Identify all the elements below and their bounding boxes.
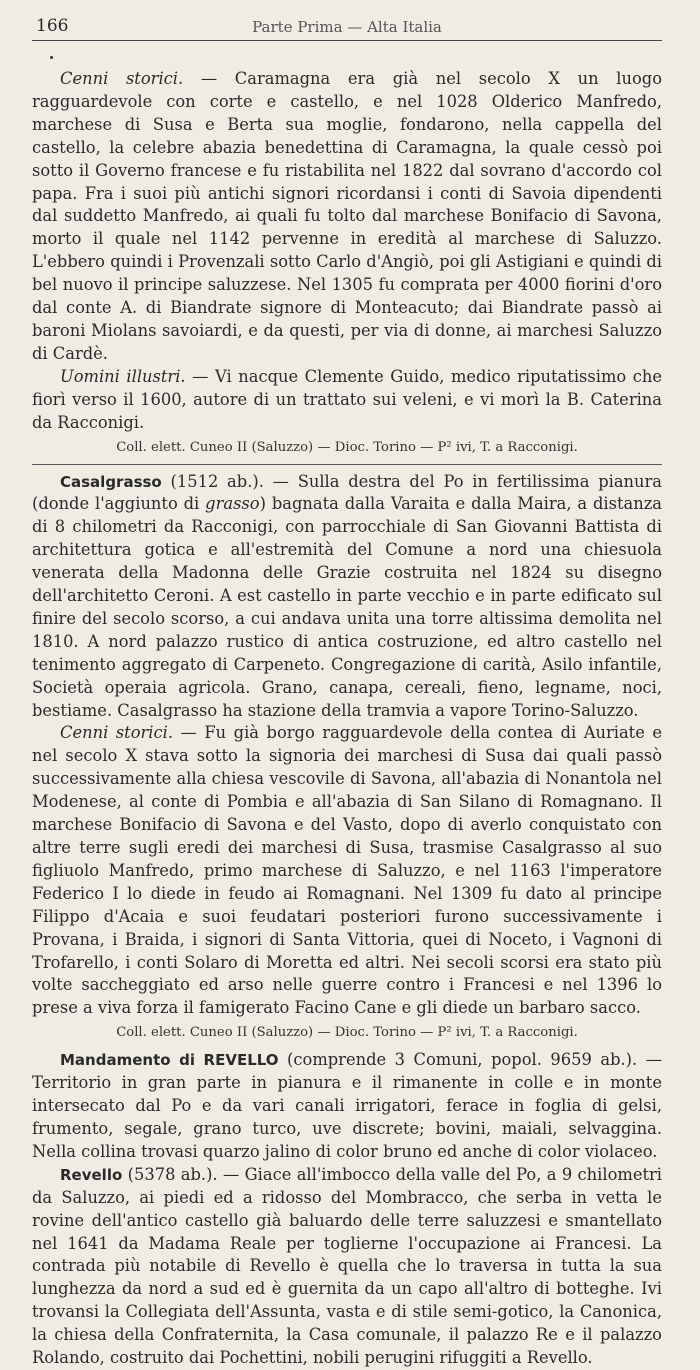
caramagna-uomini-illustri: Uomini illustri. — Vi nacque Clemente Guido, medico riputatissimo che fiorì verso il 1600, autore di un trattato sui veleni, e vi morì la B. Caterina da Racconigi. xyxy=(32,366,662,432)
section-divider xyxy=(32,464,662,465)
casalgrasso-coll-note: Coll. elett. Cuneo II (Saluzzo) — Dioc. Torino — P² ivi, T. a Racconigi. xyxy=(116,1025,578,1041)
main-text xyxy=(32,68,662,1370)
page-number: 166 xyxy=(36,16,69,36)
casalgrasso-cenni-storici: Cenni storici. — Fu già borgo ragguardevole della contea di Auriate e nel secolo X stava sotto la signoria dei marchesi di Susa dai quali passò successivamente alla chiesa vescovile di Savona, all'abazia di Nonantola nel Modenese, al conte di Pombia e all'abazia di San Silano di Romagnano. Il marchese Bonifacio di Savona e del Vasto, dopo di averlo conquistato con altre terre sugli eredi dei marchesi di Susa, trasmise Casalgrasso al suo figliuolo Manfredo, primo marchese di Saluzzo, e nel 1163 l'imperatore Federico I lo diede in feudo ai Romagnani. Nel 1309 fu dato al principe Filippo d'Acaia e suoi feudatari posteriori furono successivamente i Provana, i Braida, i signori di Santa Vittoria, quei di Noceto, i Vagnoni di Trofarello, i conti Solaro di Moretta ed altri. Nei secoli scorsi era stato più volte saccheggiato ed arso nelle guerre contro i Francesi e nel 1396 lo prese a viva forza il famigerato Facino Cane e gli diede un barbaro sacco. xyxy=(32,723,662,1018)
running-title: Parte Prima — Alta Italia xyxy=(252,18,442,36)
page-header xyxy=(32,10,662,41)
mandamento-revello-entry: Mandamento di REVELLO (comprende 3 Comuni, popol. 9659 ab.). — Territorio in gran parte in pianura e il rimanente in colle e in monte intersecato dal Po e da vari canali irrigatori, ferace in foglia di gelsi, frumento, segale, grano turco, uve discrete; bovini, maiali, selvaggina. Nella collina trovasi quarzo jalino di color bruno ed anche di color violaceo. xyxy=(32,1050,662,1161)
casalgrasso-entry: Casalgrasso (1512 ab.). — Sulla destra del Po in fertilissima pianura (donde l'aggiunto di grasso) bagnata dalla Varaita e dalla Maira, a distanza di 8 chilometri da Racconigi, con parrocchiale di San Giovanni Battista di architettura gotica e all'estremità del Comune a nord una chiesuola venerata della Madonna delle Grazie costruita nel 1824 su disegno dell'architetto Ceroni. A est castello in parte vecchio e in parte edificato sul finire del secolo scorso, a cui andava unita una torre altissima demolita nel 1810. A nord palazzo rustico di antica costruzione, ed altro castello nel tenimento aggregato di Carpeneto. Congregazione di carità, Asilo infantile, Società operaia agricola. Grano, canapa, cereali, fieno, legname, noci, bestiame. Casalgrasso ha stazione della tramvia a vapore Torino-Saluzzo. xyxy=(32,471,662,720)
printer-mark-dot xyxy=(50,56,53,59)
caramagna-cenni-storici: Cenni storici. — Caramagna era già nel secolo X un luogo ragguardevole con corte e castello, e nel 1028 Olderico Manfredo, marchese di Susa e Berta sua moglie, fondarono, nella cappella del castello, la celebre abazia benedettina di Caramagna, la quale cessò poi sotto il Governo francese e fu ristabilita nel 1822 dal sovrano d'accordo col papa. Fra i suoi più antichi signori ricordansi i conti di Savoia dipendenti dal suddetto Manfredo, ai quali fu tolto dal marchese Bonifacio di Savona, morto il quale nel 1142 pervenne in eredità al marchese di Saluzzo. L'ebbero quindi i Provenzali sotto Carlo d'Angiò, poi gli Astigiani e quindi di bel nuovo il principe saluzzese. Nel 1305 fu comprata per 4000 fiorini d'oro dal conte A. di Biandrate signore di Monteacuto; dai Biandrate passò ai baroni Miolans savoiardi, e da questi, per via di donne, ai marchesi Saluzzo di Cardè. xyxy=(32,69,663,363)
caramagna-coll-note: Coll. elett. Cuneo II (Saluzzo) — Dioc. Torino — P² ivi, T. a Racconigi. xyxy=(116,439,578,455)
revello-entry: Revello (5378 ab.). — Giace all'imbocco della valle del Po, a 9 chilometri da Saluzzo, ai piedi ed a ridosso del Mombracco, che serba in vetta le rovine dell'antico castello già baluardo delle terre saluzzesi e smantellato nel 1641 da Madama Reale per toglierne l'occupazione ai Francesi. La contrada più notabile di Revello è quella che lo traversa in tutta la sua lunghezza da nord a sud ed è guernita da un capo all'altro di botteghe. Ivi trovansi la Collegiata dell'Assunta, vasta e di stile semi-gotico, la Canonica, la chiesa della Confraternita, la Casa comunale, il palazzo Re e il palazzo Rolando, costruito dai Pochettini, nobili perugini rifuggiti a Revello. xyxy=(32,1164,662,1368)
